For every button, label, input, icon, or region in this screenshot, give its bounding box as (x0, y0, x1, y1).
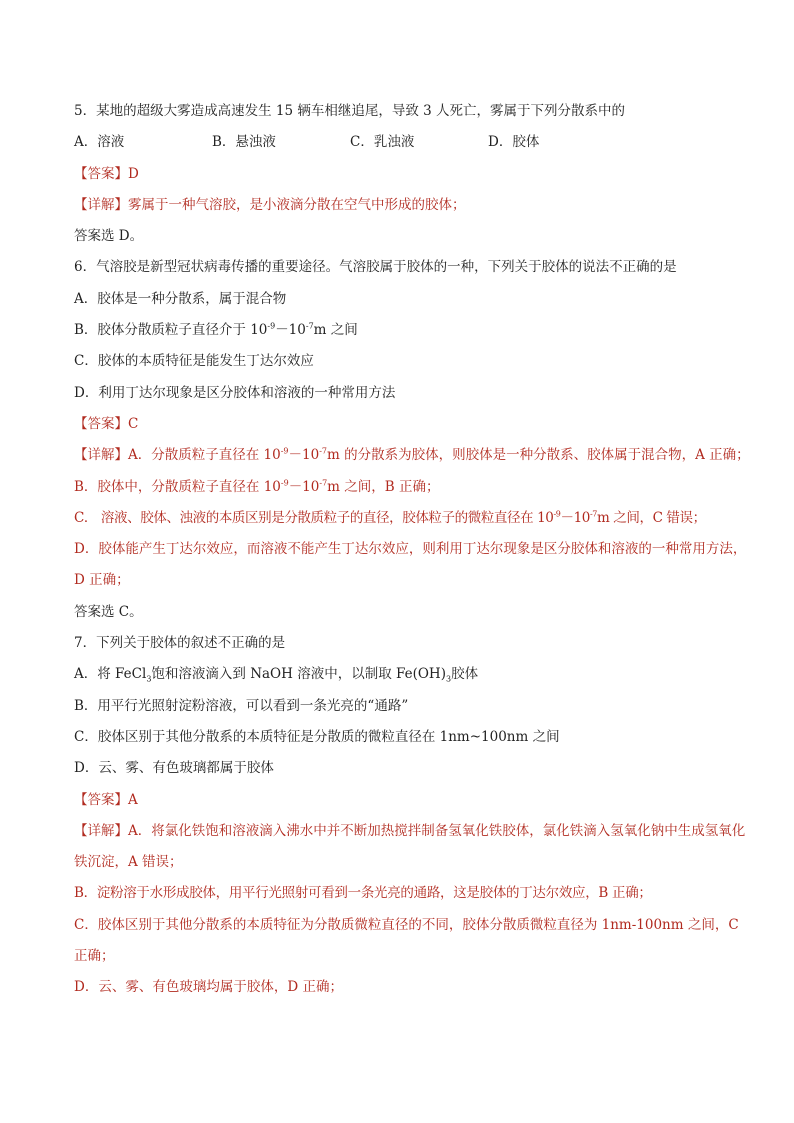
q5-stem: 5．某地的超级大雾造成高速发生 15 辆车相继追尾，导致 3 人死亡，雾属于下列分散系中的 (74, 103, 626, 119)
exponent: -9 (267, 321, 276, 331)
text-segment: 饱和溶液滴入到 NaOH 溶液中，以制取 Fe(OH) (151, 666, 446, 683)
q5-detail (74, 190, 754, 221)
q7-detail-d: D．云、雾、有色玻璃均属于胶体，D 正确； (74, 979, 343, 996)
answer-tag: 【答案】 (74, 165, 128, 182)
q5-answer (74, 159, 754, 190)
answer-value: C (128, 415, 139, 432)
text-segment: m 之间，C 错误； (596, 509, 706, 526)
q6-stem: 6．气溶胶是新型冠状病毒传播的重要途径。气溶胶属于胶体的一种，下列关于胶体的说法不正确的是 (74, 259, 677, 276)
text-segment: B．胶体中，分散质粒子直径在 10 (74, 478, 281, 495)
detail-tag: 【详解】 (74, 447, 128, 464)
q7-detail-c: C．胶体区别于其他分散系的本质特征为分散质微粒直径的不同，胶体分散质微粒直径为 1nm-100nm 之间，C 正确； (74, 916, 739, 965)
q5-option-a: A．溶液 (74, 134, 125, 151)
q7-option-b: B．用平行光照射淀粉溶液，可以看到一条光亮的“通路” (74, 697, 409, 714)
answer-tag: 【答案】 (74, 415, 128, 432)
q6-option-a: A．胶体是一种分散系，属于混合物 (74, 290, 287, 307)
q6-detail-d: D．胶体能产生丁达尔效应，而溶液不能产生丁达尔效应，则利用丁达尔现象是区分胶体和溶液的一种常用方法，D 正确； (74, 541, 747, 589)
text-segment: 胶体 (451, 666, 479, 683)
text-segment: m 之间，B 正确； (327, 478, 440, 495)
answer-tag: 【答案】 (74, 791, 128, 808)
exponent: -9 (280, 478, 289, 488)
q5-option-b: B．悬浊液 (212, 134, 276, 151)
text-segment: A．将氯化铁饱和溶液滴入沸水中并不断加热搅拌制备氢氧化铁胶体，氯化铁滴入氢氧化钠中生成氢氧化铁沉淀，A 错误； (74, 822, 746, 871)
subscript: 3 (146, 675, 152, 685)
exponent: -7 (305, 321, 314, 331)
q7-option-d: D．云、雾、有色玻璃都属于胶体 (74, 760, 274, 777)
q6-answer (74, 409, 754, 440)
q7-detail-b: B．淀粉溶于水形成胶体，用平行光照射可看到一条光亮的通路，这是胶体的丁达尔效应，B 正确； (74, 885, 652, 902)
q6-option-b (74, 315, 754, 346)
text-segment: C． 溶液、胶体、浊液的本质区别是分散质粒子的直径，胶体粒子的微粒直径在 10 (74, 509, 554, 526)
q6-conclusion: 答案选 C。 (74, 603, 143, 620)
q7-answer (74, 785, 754, 816)
text-segment: A．将 FeCl (74, 666, 147, 683)
q7-option-a (74, 659, 754, 690)
exponent: -9 (280, 446, 289, 456)
q7-detail-a (74, 816, 754, 879)
subscript: 3 (445, 675, 452, 685)
text-segment: m 之间 (313, 322, 358, 339)
q6-option-d: D．利用丁达尔现象是区分胶体和溶液的一种常用方法 (74, 384, 396, 401)
exponent: -7 (319, 446, 327, 456)
text-segment: m 的分散系为胶体，则胶体是一种分散系、胶体属于混合物，A 正确； (327, 447, 750, 464)
detail-tag: 【详解】 (74, 196, 128, 213)
q7-option-c: C．胶体区别于其他分散系的本质特征是分散质的微粒直径在 1nm~100nm 之间 (74, 728, 560, 745)
q5-option-c: C．乳浊液 (350, 134, 415, 151)
q6-detail-b (74, 472, 754, 503)
exponent: -7 (589, 509, 597, 519)
text-segment: －10 (275, 322, 306, 339)
text-segment: －10 (288, 478, 320, 495)
q6-option-c: C．胶体的本质特征是能发生丁达尔效应 (74, 353, 314, 370)
text-segment: －10 (560, 509, 590, 526)
q7-stem: 7．下列关于胶体的叙述不正确的是 (74, 635, 286, 652)
q6-detail-c (74, 503, 754, 534)
q5-conclusion: 答案选 D。 (74, 228, 144, 245)
q5-option-d: D．胶体 (488, 134, 540, 151)
text-segment: A．分散质粒子直径在 10 (128, 447, 281, 464)
q6-detail-a (74, 440, 754, 471)
detail-text: 雾属于一种气溶胶，是小液滴分散在空气中形成的胶体； (128, 196, 466, 213)
document-page (74, 96, 754, 1004)
exponent: -9 (553, 509, 561, 519)
exponent: -7 (319, 478, 328, 488)
detail-tag: 【详解】 (74, 822, 128, 839)
text-segment: B．胶体分散质粒子直径介于 10 (74, 322, 268, 339)
q5-options (74, 127, 754, 158)
answer-value: A (128, 791, 138, 808)
answer-value: D (128, 165, 139, 182)
text-segment: －10 (288, 447, 320, 464)
